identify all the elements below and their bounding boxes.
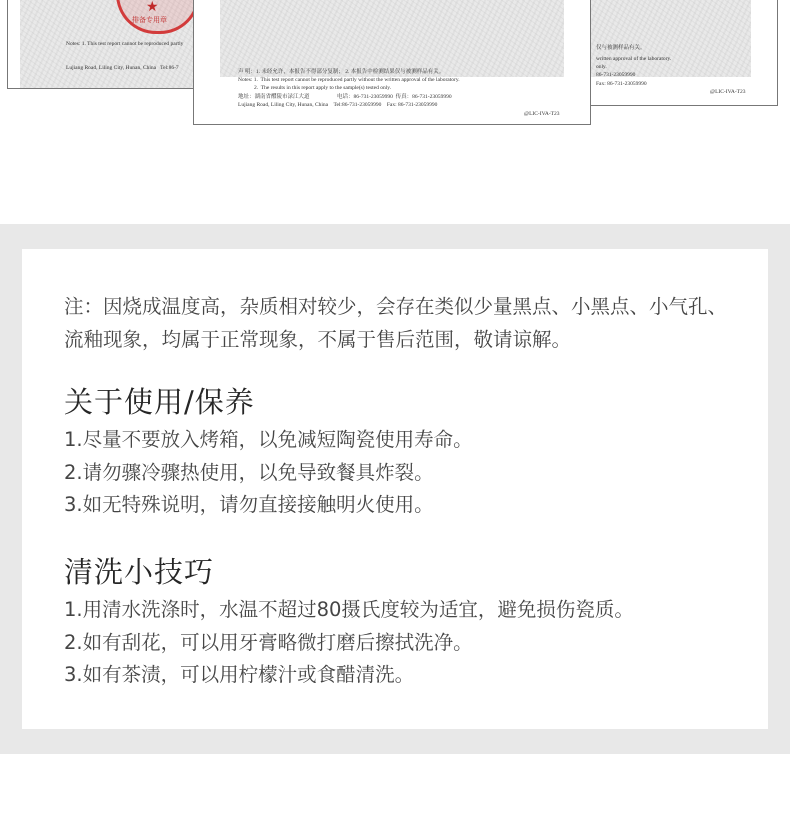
list-item: 2.如有刮花，可以用牙膏略微打磨后擦拭洗净。 — [64, 630, 473, 654]
list-item: 2.请勿骤冷骤热使用，以免导致餐具炸裂。 — [64, 460, 434, 484]
report-statement: 声 明：1. 未经允许，本报告不得部分复制； 2. 本报告中检测结果仅与被测样品有关。 — [238, 69, 445, 75]
report-line-2: written approval of the laboratory. — [596, 56, 672, 62]
report-fax: Fax: 86-731-23059990 — [596, 81, 647, 87]
usage-care-list — [64, 424, 473, 522]
seal-text: 排备专用章 — [132, 16, 167, 24]
report-line-3: only. — [596, 64, 607, 70]
report-notes-1: Notes: 1. This test report cannot be reproduced partly without the written approval of the laboratory. — [238, 77, 460, 83]
report-paper — [220, 0, 564, 77]
report-notes-2: 2. The results in this report apply to the sample(s) tested only. — [254, 85, 392, 91]
firing-note: 注：因烧成温度高，杂质相对较少，会存在类似少量黑点、小黑点、小气孔、流釉现象，均属于正常现象，不属于售后范围，敬请谅解。 — [64, 295, 728, 351]
report-code: @LIC-IVA-T23 — [710, 89, 746, 95]
notice-card — [22, 249, 768, 729]
test-report-image-right — [575, 0, 778, 106]
report-address-en: Lujiang Road, Liling City, Hunan, China Tel:86-731-23059990 Fax: 86-731-23059990 — [238, 102, 438, 108]
report-code: @LIC-IVA-T23 — [524, 111, 560, 117]
report-tel: 86-731-23059990 — [596, 72, 636, 78]
report-paper — [590, 0, 751, 77]
report-line-1: 仅与被测样品有关。 — [596, 45, 646, 51]
list-item: 1.尽量不要放入烤箱，以免减短陶瓷使用寿命。 — [64, 428, 473, 451]
list-item: 3.如有茶渍，可以用柠檬汁或食醋清洗。 — [64, 663, 415, 686]
seal-star-icon: ★ — [146, 0, 159, 15]
usage-care-heading: 关于使用/保养 — [64, 385, 255, 419]
report-notes: Notes: 1. This test report cannot be reproduced partly — [66, 41, 184, 47]
report-address: Lujiang Road, Liling City, Hunan, China Tel:86-7 — [66, 65, 179, 71]
list-item: 1.用清水洗涤时，水温不超过80摄氏度较为适宜，避免损伤瓷质。 — [64, 598, 634, 621]
list-item: 3.如无特殊说明，请勿直接接触明火使用。 — [64, 493, 434, 516]
test-report-image-left — [7, 0, 207, 89]
notice-band — [0, 224, 790, 754]
report-address-cn: 地址：湖南省醴陵市渌江大道 电话：86-731-23059990 传真：86-731-23059990 — [238, 94, 452, 100]
cleaning-tips-list — [64, 594, 634, 692]
cleaning-tips-heading: 清洗小技巧 — [64, 555, 215, 589]
test-report-image-middle — [193, 0, 591, 125]
